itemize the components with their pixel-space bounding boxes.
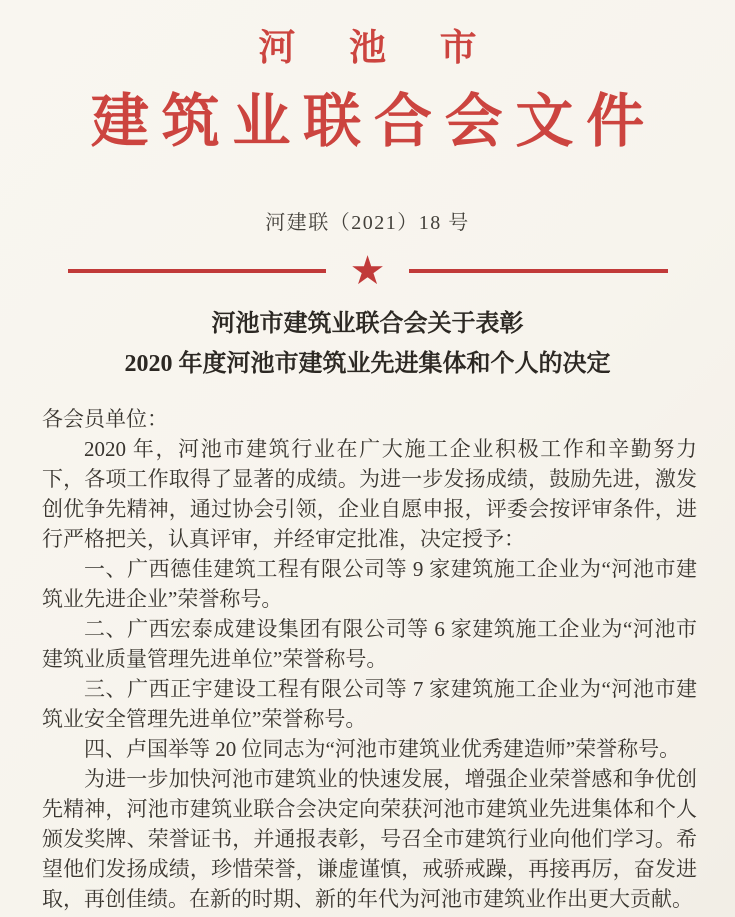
salutation: 各会员单位： <box>42 407 168 431</box>
paragraph-intro: 2020 年，河池市建筑行业在广大施工企业积极工作和辛勤努力下，各项工作取得了显著的成绩。为进一步发扬成绩，鼓励先进，激发创优争先精神，通过协会引领，企业自愿申报，评委会按评审条件，进行严格把关，认真评审，并经审定批准，决定授予： <box>42 437 697 551</box>
paragraph-item-3: 三、广西正宇建设工程有限公司等 7 家建筑施工企业为“河池市建筑业安全管理先进单位”荣誉称号。 <box>42 677 697 731</box>
document-title-line2: 2020 年度河池市建筑业先进集体和个人的决定 <box>124 351 611 377</box>
star-icon: ★ <box>349 248 386 294</box>
letterhead-city: 河池市 <box>258 28 531 69</box>
document-number: 河建联（2021）18 号 <box>265 212 470 234</box>
divider-line-right <box>409 269 667 273</box>
document-title-line1: 河池市建筑业联合会关于表彰 <box>211 311 524 337</box>
paragraph-item-1: 一、广西德佳建筑工程有限公司等 9 家建筑施工企业为“河池市建筑业先进企业”荣誉称号。 <box>42 557 697 611</box>
paragraph-item-2: 二、广西宏泰成建设集团有限公司等 6 家建筑施工企业为“河池市建筑业质量管理先进单位”荣誉称号。 <box>42 617 697 671</box>
paragraph-closing: 为进一步加快河池市建筑业的快速发展，增强企业荣誉感和争优创先精神，河池市建筑业联合会决定向荣获河池市建筑业先进集体和个人颁发奖牌、荣誉证书，并通报表彰，号召全市建筑行业向他们学习。希望他们发扬成绩，珍惜荣誉，谦虚谨慎，戒骄戒躁，再接再厉，奋发进取，再创佳绩。在新的时期、新的年代为河池市建筑业作出更大贡献。 <box>42 767 697 911</box>
letterhead-organization: 建筑业联合会文件 <box>90 89 657 154</box>
document-body <box>0 404 735 914</box>
divider-line-left <box>68 269 326 273</box>
red-divider <box>68 248 668 294</box>
document-title <box>0 304 735 384</box>
paragraph-item-4: 四、卢国举等 20 位同志为“河池市建筑业优秀建造师”荣誉称号。 <box>84 737 681 761</box>
